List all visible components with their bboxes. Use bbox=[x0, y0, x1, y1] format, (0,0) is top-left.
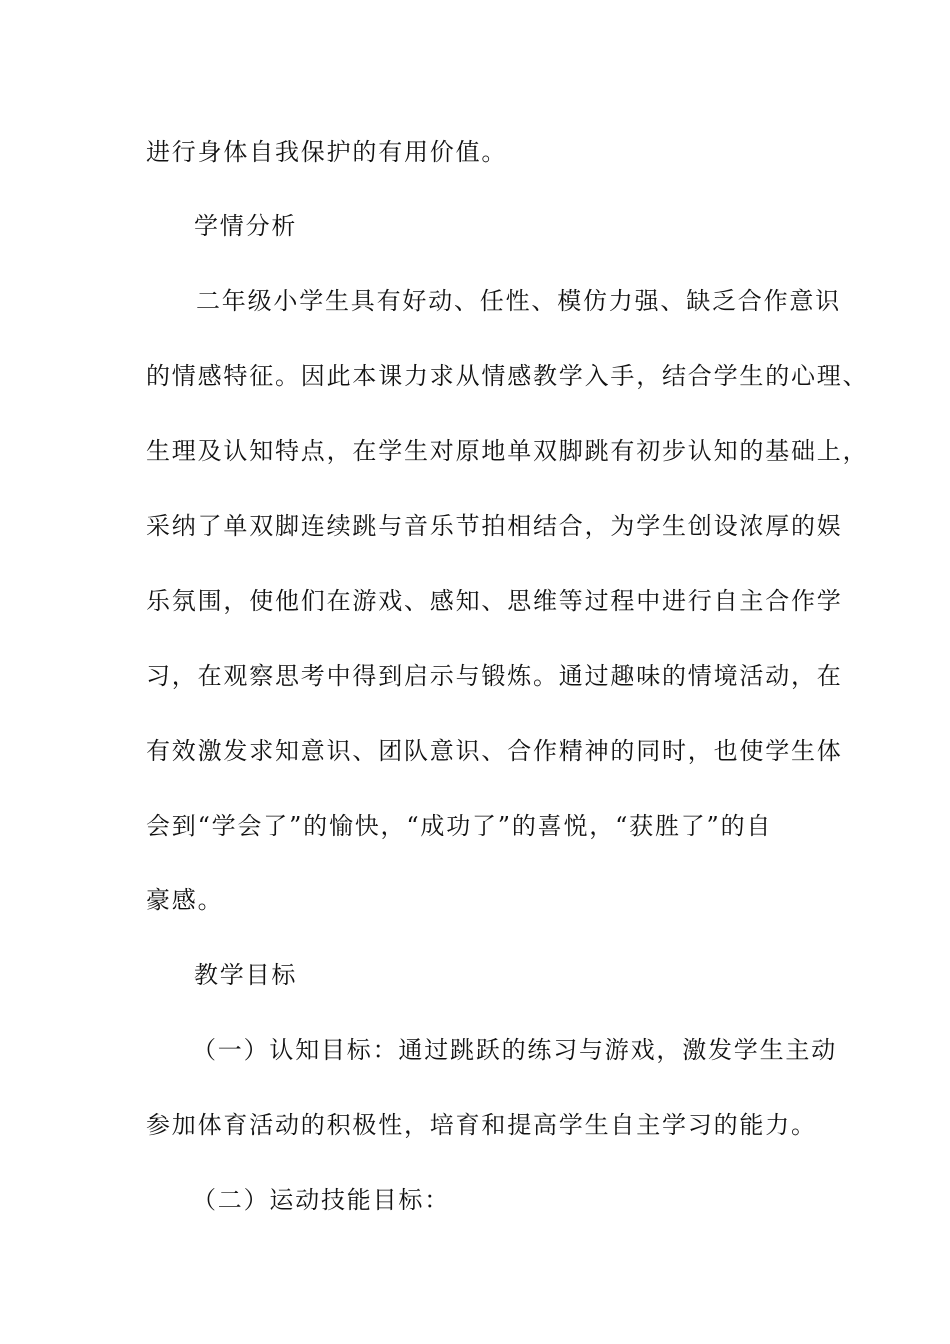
body-text-line: 习，在观察思考中得到启示与锻炼。通过趣味的情境活动，在 bbox=[146, 662, 843, 690]
section-heading-learning-analysis: 学情分析 bbox=[194, 212, 298, 240]
body-text-line: 参加体育活动的积极性，培育和提高学生自主学习的能力。 bbox=[146, 1111, 817, 1139]
body-text-line: 会到“学会了”的愉快，“成功了”的喜悦，“获胜了”的自 bbox=[146, 812, 773, 840]
subheading-motor-skill-goal: （二）运动技能目标： bbox=[192, 1186, 450, 1214]
body-text-line: 豪感。 bbox=[146, 886, 224, 914]
body-text-line: （一）认知目标：通过跳跃的练习与游戏，激发学生主动 bbox=[192, 1036, 837, 1064]
section-heading-teaching-goals: 教学目标 bbox=[194, 961, 298, 989]
body-text-line: 生理及认知特点，在学生对原地单双脚跳有初步认知的基础上， bbox=[146, 437, 869, 465]
body-text-line: 二年级小学生具有好动、任性、模仿力强、缺乏合作意识 bbox=[196, 287, 841, 315]
body-text-line: 有效激发求知意识、团队意识、合作精神的同时，也使学生体 bbox=[146, 737, 843, 765]
body-text-line: 的情感特征。因此本课力求从情感教学入手，结合学生的心理、 bbox=[146, 362, 869, 390]
body-text-line: 乐氛围，使他们在游戏、感知、思维等过程中进行自主合作学 bbox=[146, 587, 843, 615]
body-text-line: 进行身体自我保护的有用价值。 bbox=[146, 138, 508, 166]
body-text-line: 采纳了单双脚连续跳与音乐节拍相结合，为学生创设浓厚的娱 bbox=[146, 512, 843, 540]
